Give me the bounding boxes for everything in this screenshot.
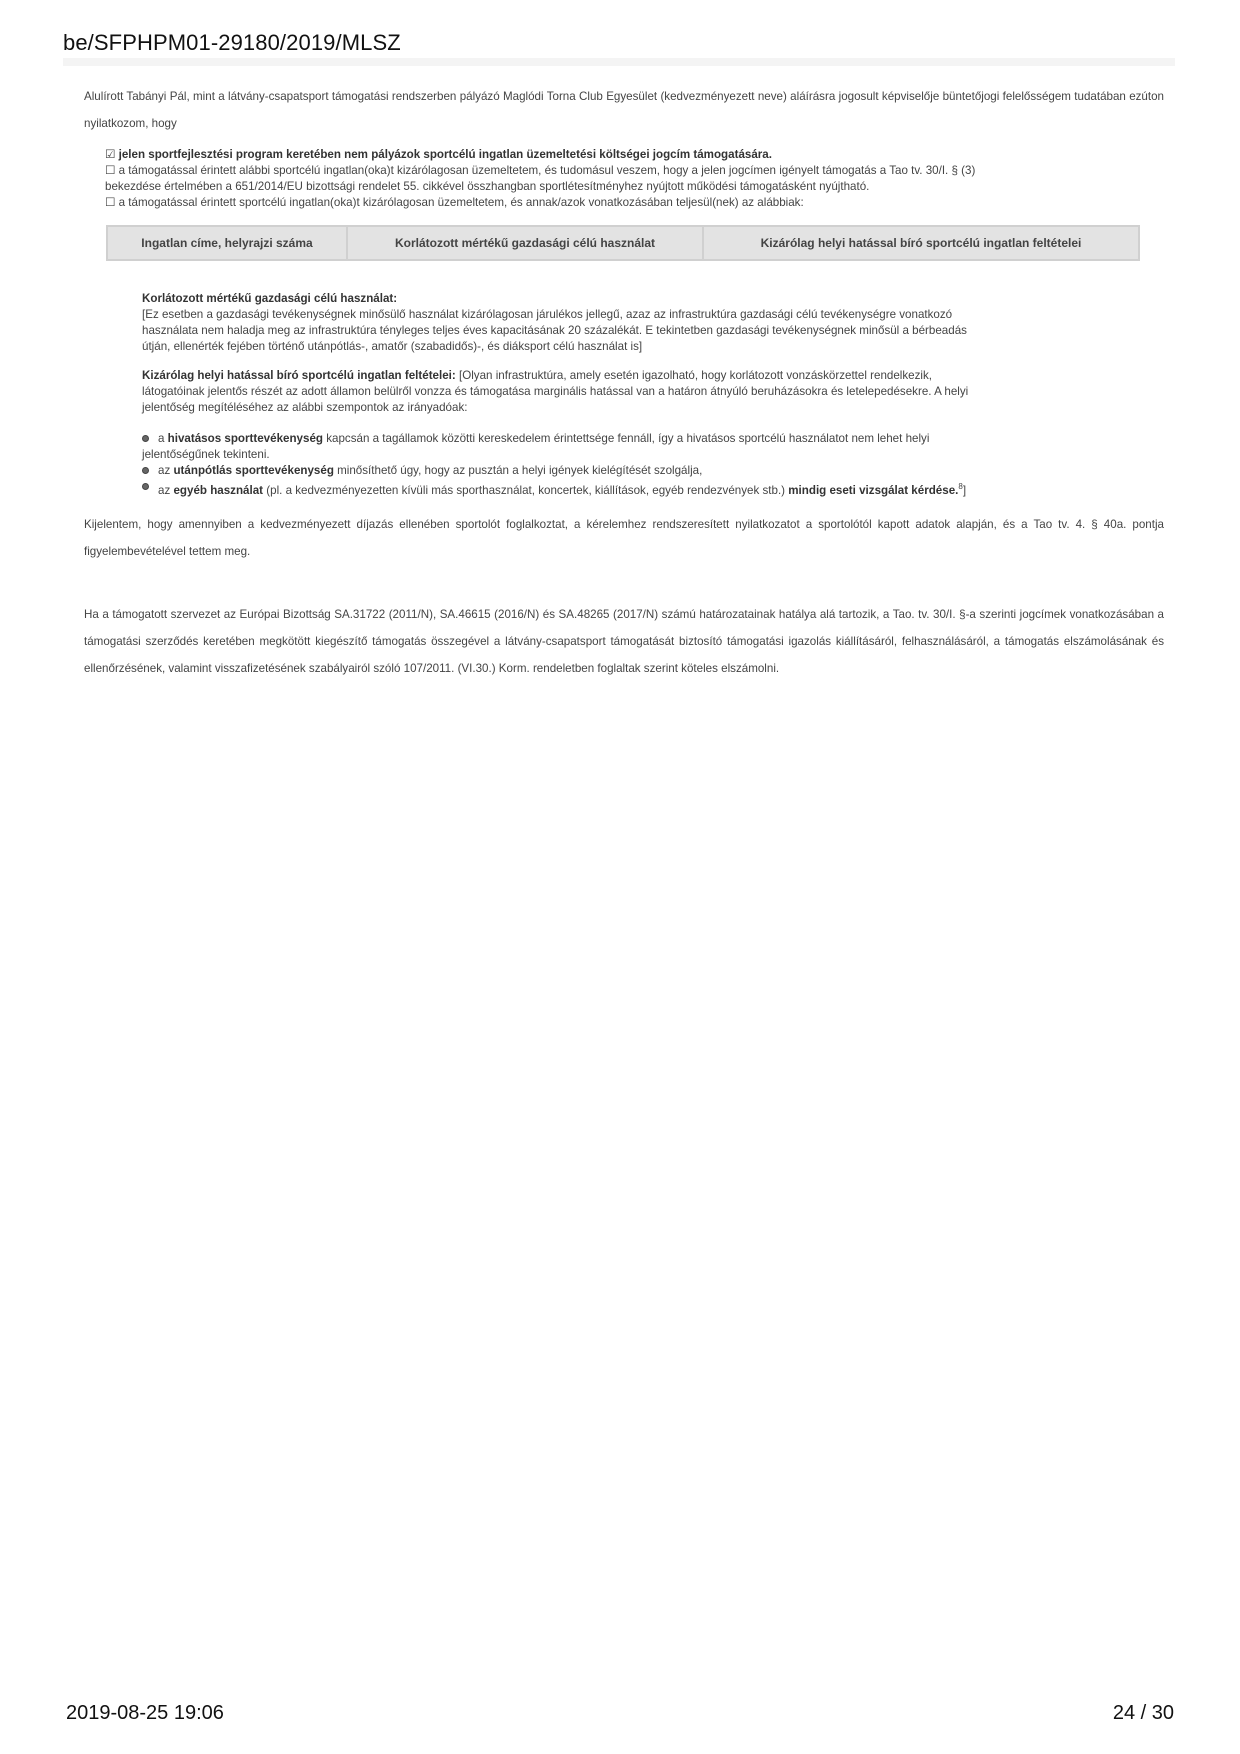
option-operate-conditions	[105, 195, 1115, 211]
definition-line: [Olyan infrastruktúra, amely esetén igazolható, hogy korlátozott vonzáskörzettel rendelkezik,	[455, 369, 932, 382]
declaration-options	[105, 147, 1115, 211]
definition-line: útján, ellenérték fejében történő utánpótlás-, amatőr (szabadidős)-, és diáksport célú használat is]	[142, 340, 643, 353]
column-header-limited-use: Korlátozott mértékű gazdasági célú használat	[347, 226, 703, 260]
table-header-row	[107, 226, 1139, 260]
option-no-application	[105, 147, 1115, 163]
unchecked-box-icon[interactable]: ☐	[105, 196, 116, 209]
local-impact-definition	[142, 368, 1092, 416]
definition-title: Korlátozott mértékű gazdasági célú használat:	[142, 292, 398, 305]
list-item: az egyéb használat (pl. a kedvezményezetten kívüli más sporthasználat, koncertek, kiállítások, egyéb rendezvények stb.) mindig eseti vizsgálat kérdése.$^8$]	[142, 479, 1092, 499]
option-text: a támogatással érintett sportcélú ingatlan(oka)t kizárólagosan üzemeltetem, és annak/azok vonatkozásában teljesül(nek) az alábbiak:	[118, 196, 804, 209]
header-rule	[63, 58, 1175, 66]
commission-decision-paragraph: Ha a támogatott szervezet az Európai Bizottság SA.31722 (2011/N), SA.46615 (2016/N) és SA.48265 (2017/N) számú határozatainak hatálya alá tartozik, a Tao. tv. 30/I. §-a szerinti jogcímek vonatkozásában a támogatási szerződés keretében megkötött kiegészítő támogatás összegével a látvány-csapatsport támogatását biztosító támogatási igazolás kiállításáról, felhasználásáról, a támogatás elszámolásának és ellenőrzésének, valamint visszafizetésének szabályairól szóló 107/2011. (VI.30.) Korm. rendeletben foglaltak szerint köteles elszámolni.	[84, 608, 1164, 675]
criteria-list	[142, 431, 1092, 499]
option-text: jelen sportfejlesztési program keretében nem pályázok sportcélú ingatlan üzemeltetési költségei jogcím támogatására.	[118, 148, 772, 161]
list-item-continued: jelentőségűnek tekinteni.	[142, 448, 270, 461]
list-item: az utánpótlás sporttevékenység minősíthető úgy, hogy az pusztán a helyi igények kielégítését szolgálja,	[142, 463, 1092, 479]
property-table	[106, 225, 1140, 261]
option-operate-exclusively	[105, 163, 1115, 179]
column-header-address: Ingatlan címe, helyrajzi száma	[107, 226, 347, 260]
footer-datetime: 2019-08-25 19:06	[66, 1702, 224, 1724]
footer-page-number: 24 / 30	[1112, 1702, 1174, 1724]
definition-title: Kizárólag helyi hatással bíró sportcélú ingatlan feltételei:	[142, 369, 456, 382]
document-id: be/SFPHPM01-29180/2019/MLSZ	[63, 30, 401, 55]
option-text-continued: bekezdése értelmében a 651/2014/EU bizottsági rendelet 55. cikkével összhangban sportlétesítményhez nyújtott működési támogatásként nyújtható.	[105, 180, 870, 193]
unchecked-box-icon[interactable]: ☐	[105, 164, 116, 177]
column-header-local-impact: Kizárólag helyi hatással bíró sportcélú ingatlan feltételei	[703, 226, 1139, 260]
option-text: a támogatással érintett alábbi sportcélú ingatlan(oka)t kizárólagosan üzemeltetem, és tudomásul veszem, hogy a jelen jogcímen igényelt támogatás a Tao tv. 30/I. § (3)	[118, 164, 976, 177]
bullet-icon	[142, 467, 149, 474]
checked-box-icon[interactable]: ☑	[105, 148, 116, 161]
definition-line: látogatóinak jelentős részét az adott államon belülről vonzza és támogatása marginális hatással van a határon átnyúló beruházásokra és letelepedésekre. A helyi	[142, 385, 969, 398]
limited-use-definition	[142, 291, 1092, 355]
definition-line: jelentőség megítéléséhez az alábbi szempontok az irányadóak:	[142, 401, 468, 414]
definition-line: [Ez esetben a gazdasági tevékenységnek minősülő használat kizárólagosan járulékos jellegű, azaz az infrastruktúra gazdasági célú tevékenységre vonatkozó	[142, 308, 953, 321]
intro-paragraph: Alulírott Tabányi Pál, mint a látvány-csapatsport támogatási rendszerben pályázó Maglódi Torna Club Egyesület (kedvezményezett neve) aláírásra jogosult képviselője büntetőjogi felelősségem tudatában ezúton nyilatkozom, hogy	[84, 90, 1164, 130]
bullet-icon	[142, 435, 149, 442]
definition-line: használata nem haladja meg az infrastruktúra tényleges teljes éves kapacitásának 20 százalékát. E tekintetben gazdasági tevékenységnek minősül a bérbeadás	[142, 324, 967, 337]
list-item: a hivatásos sporttevékenység kapcsán a tagállamok közötti kereskedelem érintettsége fennáll, így a hivatásos sportcélú használatot nem lehet helyi	[142, 431, 1092, 447]
bullet-icon	[142, 483, 149, 490]
athlete-declaration-paragraph: Kijelentem, hogy amennyiben a kedvezményezett díjazás ellenében sportolót foglalkoztat, a kérelemhez rendszeresített nyilatkozatot a sportolótól kapott adatok alapján, és a Tao tv. 4. § 40a. pontja figyelembevételével tettem meg.	[84, 518, 1164, 558]
footnote-ref[interactable]: 8	[958, 482, 963, 491]
